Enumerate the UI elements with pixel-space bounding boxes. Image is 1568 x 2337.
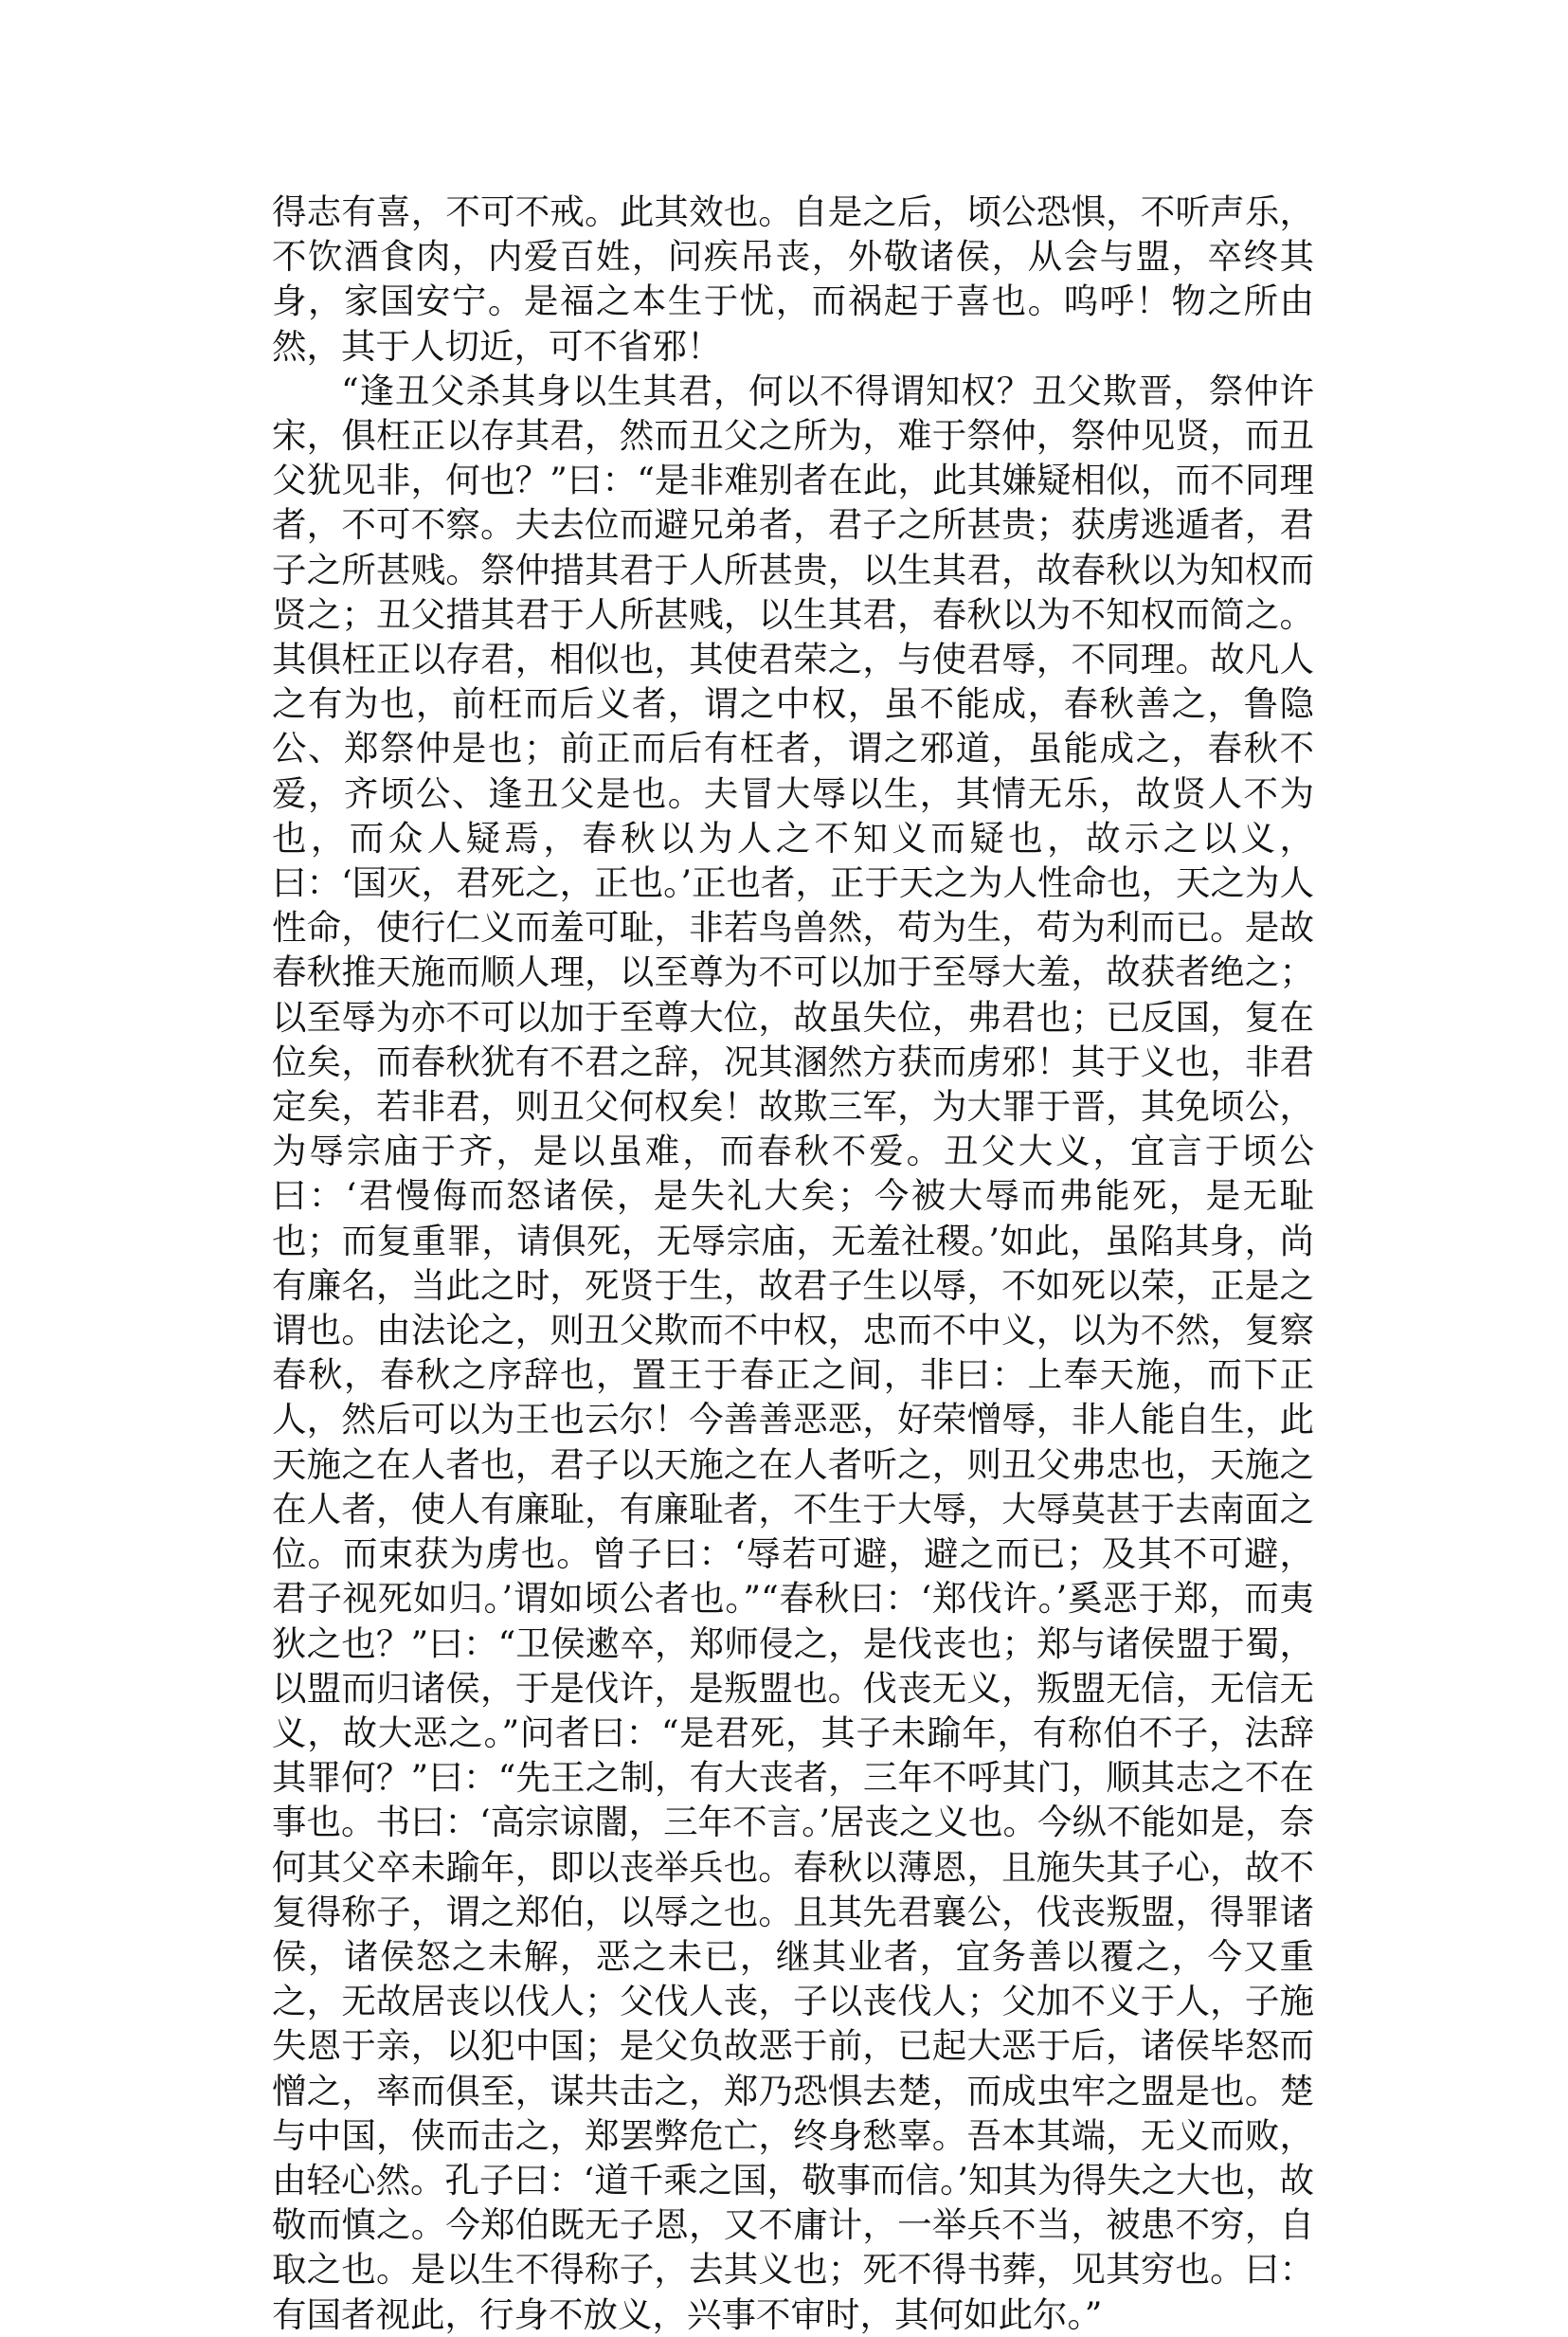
paragraph-1: 得志有喜，不可不戒。此其效也。自是之后，顷公恐惧，不听声乐，不饮酒食肉，内爱百姓，问疾吊丧，外敬诸侯，从会与盟，卒终其身，家国安宁。是福之本生于忧，而祸起于喜也。呜呼！物之所由然，其于人切近，可不省邪！ — [272, 191, 1314, 367]
body-text — [272, 190, 1314, 2337]
paragraph-2: “逢丑父杀其身以生其君，何以不得谓知权？丑父欺晋，祭仲许宋，俱枉正以存其君，然而丑父之所为，难于祭仲，祭仲见贤，而丑父犹见非，何也？”曰：“是非难别者在此，此其嫌疑相似，而不同理者，不可不察。夫去位而避兄弟者，君子之所甚贵；获虏逃遁者，君子之所甚贱。祭仲措其君于人所甚贵，以生其君，故春秋以为知权而贤之；丑父措其君于人所甚贱，以生其君，春秋以为不知权而简之。其俱枉正以存君，相似也，其使君荣之，与使君辱，不同理。故凡人之有为也，前枉而后义者，谓之中权，虽不能成，春秋善之，鲁隐公、郑祭仲是也；前正而后有枉者，谓之邪道，虽能成之，春秋不爱，齐顷公、逢丑父是也。夫冒大辱以生，其情无乐，故贤人不为也，而众人疑焉，春秋以为人之不知义而疑也，故示之以义，曰：‘国灭，君死之，正也。’正也者，正于天之为人性命也，天之为人性命，使行仁义而羞可耻，非若鸟兽然，苟为生，苟为利而已。是故春秋推天施而顺人理，以至尊为不可以加于至辱大羞，故获者绝之；以至辱为亦不可以加于至尊大位，故虽失位，弗君也；已反国，复在位矣，而春秋犹有不君之辞，况其溷然方获而虏邪！其于义也，非君定矣，若非君，则丑父何权矣！故欺三军，为大罪于晋，其免顷公，为辱宗庙于齐，是以虽难，而春秋不爱。丑父大义，宜言于顷公曰：‘君慢侮而怒诸侯，是失礼大矣；今被大辱而弗能死，是无耻也；而复重罪，请俱死，无辱宗庙，无羞社稷。’如此，虽陷其身，尚有廉名，当此之时，死贤于生，故君子生以辱，不如死以荣，正是之谓也。由法论之，则丑父欺而不中权，忠而不中义，以为不然，复察春秋，春秋之序辞也，置王于春正之间，非曰：上奉天施，而下正人，然后可以为王也云尔！今善善恶恶，好荣憎辱，非人能自生，此天施之在人者也，君子以天施之在人者听之，则丑父弗忠也，天施之在人者，使人有廉耻，有廉耻者，不生于大辱，大辱莫甚于去南面之位。而束获为虏也。曾子曰：‘辱若可避，避之而已；及其不可避，君子视死如归。’谓如顷公者也。”“春秋曰：‘郑伐许。’奚恶于郑，而夷狄之也？”曰：“卫侯遬卒，郑师侵之，是伐丧也；郑与诸侯盟于蜀，以盟而归诸侯，于是伐许，是叛盟也。伐丧无义，叛盟无信，无信无义，故大恶之。”问者曰：“是君死，其子未踰年，有称伯不子，法辞其罪何？”曰：“先王之制，有大丧者，三年不呼其门，顺其志之不在事也。书曰：‘高宗谅闇，三年不言。’居丧之义也。今纵不能如是，奈何其父卒未踰年，即以丧举兵也。春秋以薄恩，且施失其子心，故不复得称子，谓之郑伯，以辱之也。且其先君襄公，伐丧叛盟，得罪诸侯，诸侯怒之未解，恶之未已，继其业者，宜务善以覆之，今又重之，无故居丧以伐人；父伐人丧，子以丧伐人；父加不义于人，子施失恩于亲，以犯中国；是父负故恶于前，已起大恶于后，诸侯毕怒而憎之，率而俱至，谋共击之，郑乃恐惧去楚，而成虫牢之盟是也。楚与中国，侠而击之，郑罢弊危亡，终身愁辜。吾本其端，无义而败，由轻心然。孔子曰：‘道千乘之国，敬事而信。’知其为得失之大也，故敬而慎之。今郑伯既无子恩，又不庸计，一举兵不当，被患不穷，自取之也。是以生不得称子，去其义也；死不得书葬，见其穷也。曰：有国者视此，行身不放义，兴事不审时，其何如此尔。” — [272, 370, 1314, 2335]
